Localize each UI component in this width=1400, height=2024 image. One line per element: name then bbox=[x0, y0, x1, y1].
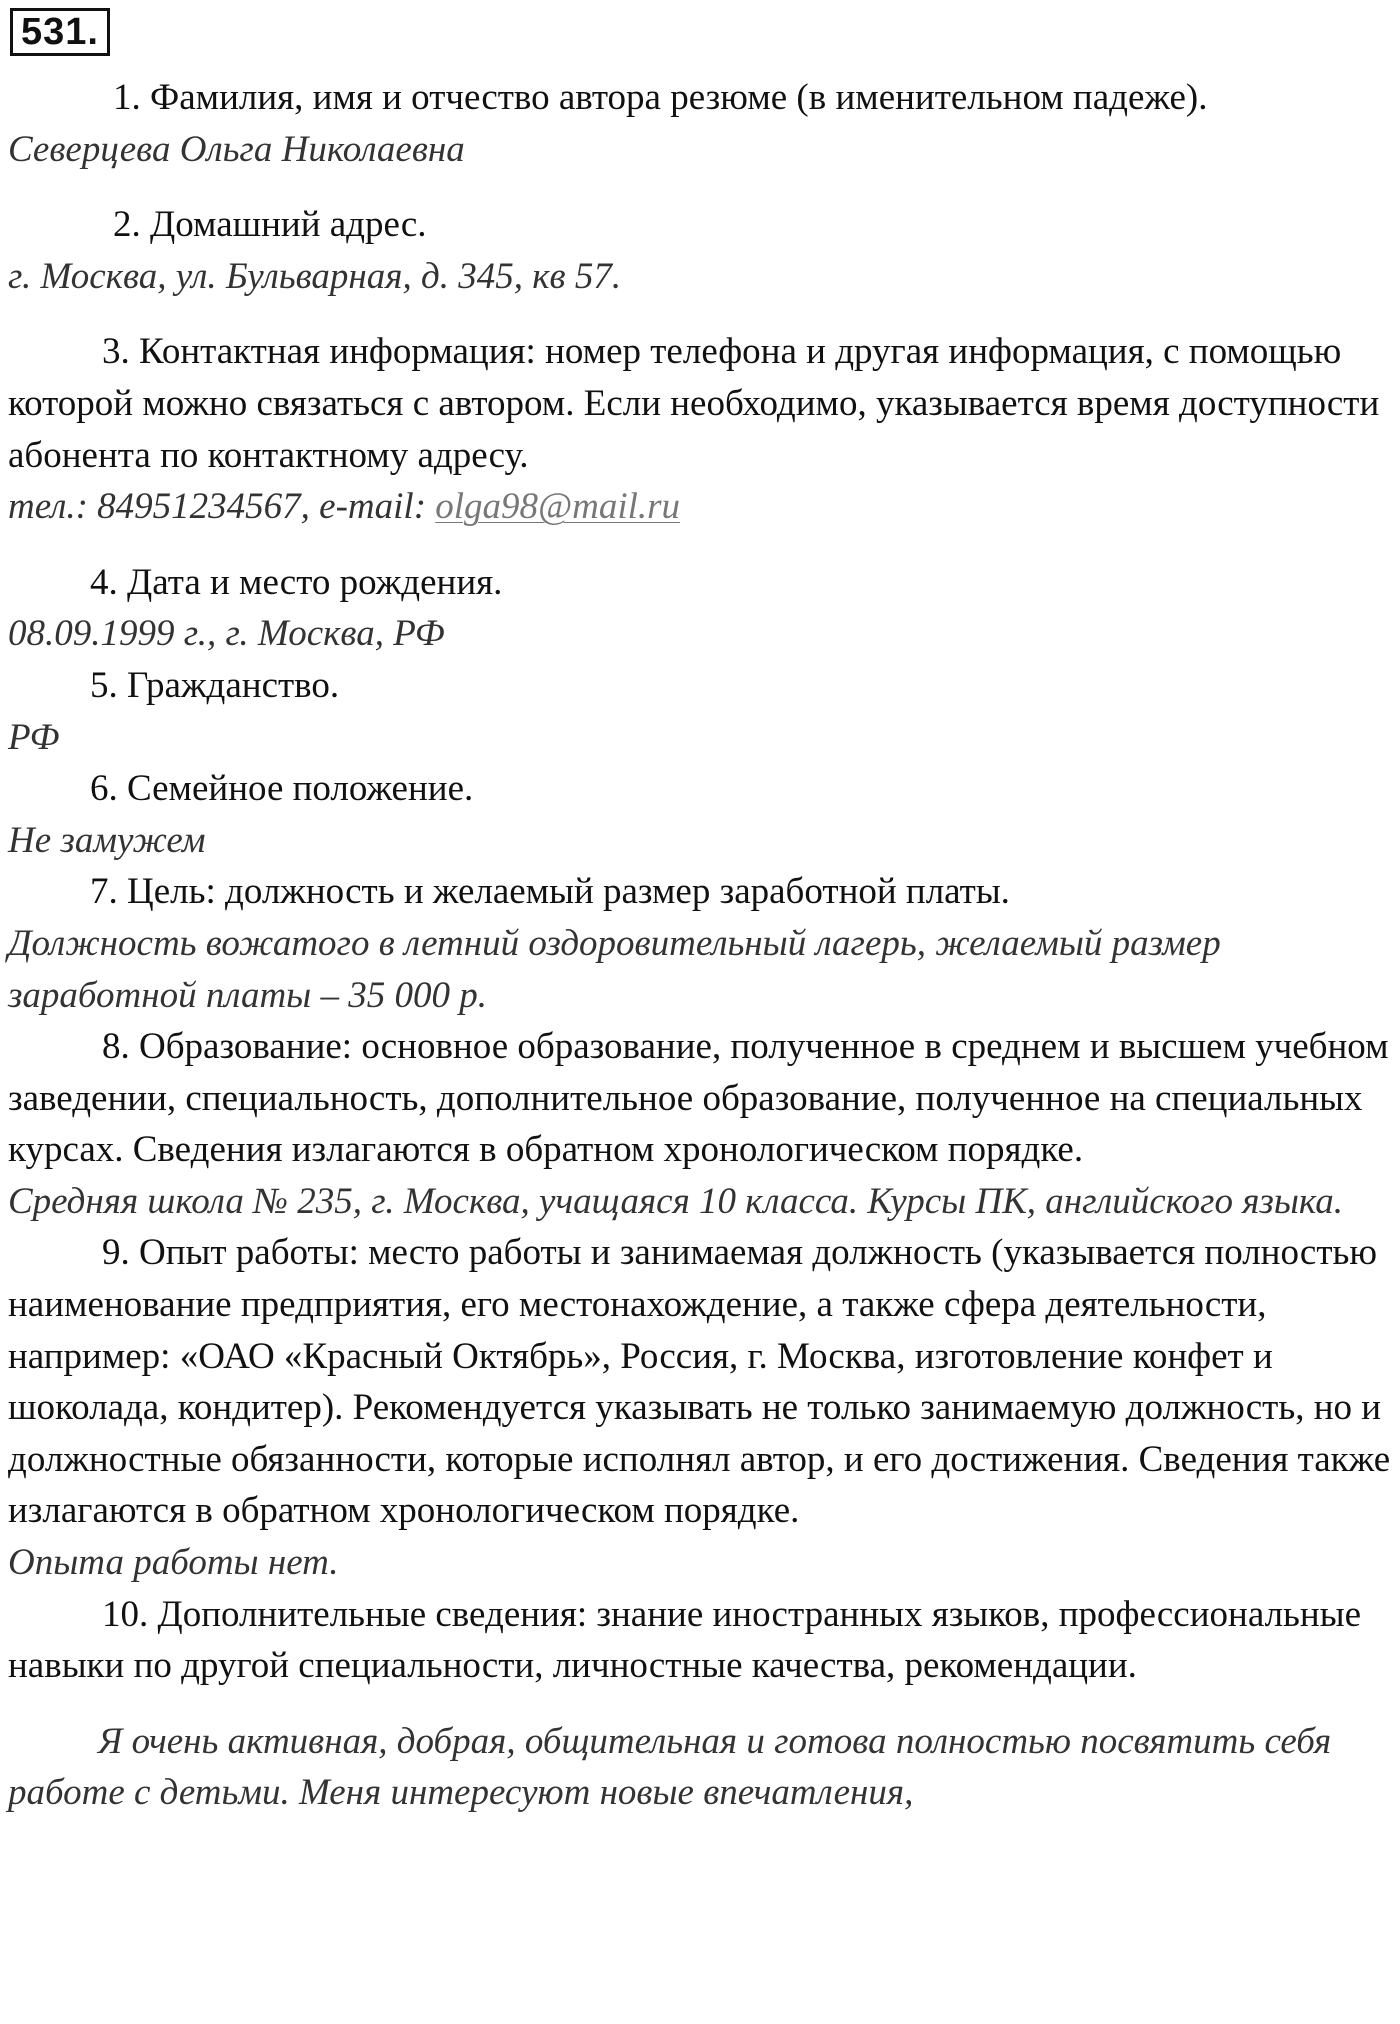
item-6-question: 6. Семейное положение. bbox=[90, 768, 474, 810]
item-10-question: 10. Дополнительные сведения: знание иностранных языков, профессиональные навыки по другой специальности, личностные качества, рекомендации. bbox=[8, 1593, 1361, 1687]
spacer bbox=[8, 1692, 1400, 1716]
item-7-answer: Должность вожатого в летний оздоровительный лагерь, желаемый размер заработной платы – 35 000 р. bbox=[8, 922, 1221, 1016]
item-1-question: 1. Фамилия, имя и отчество автора резюме (в именительном падеже). bbox=[113, 77, 1208, 118]
resume-content bbox=[8, 72, 1400, 1819]
item-9-answer: Опыта работы нет. bbox=[8, 1542, 339, 1584]
item-8-question: 8. Образование: основное образование, полученное в среднем и высшем учебном заведении, специальность, дополнительное образование, полученное на специальных курсах. Сведения излагаются в обратном хронологическом порядке. bbox=[8, 1026, 1389, 1171]
item-3-answer bbox=[8, 481, 1400, 533]
item-2-question: 2. Домашний адрес. bbox=[113, 204, 427, 246]
item-1-answer: Северцева Ольга Николаевна bbox=[8, 128, 465, 170]
item-3-answer-prefix: тел.: 84951234567, e-mail: bbox=[8, 486, 436, 528]
spacer bbox=[8, 302, 1400, 326]
email-link[interactable]: olga98@mail.ru bbox=[435, 486, 681, 528]
closing-answer: Я очень активная, добрая, общительная и готова полностью посвятить себя работе с детьми. Меня интересуют новые впечатления, bbox=[8, 1720, 1332, 1814]
item-4-question: 4. Дата и место рождения. bbox=[90, 561, 503, 603]
exercise-number: 531. bbox=[10, 8, 110, 56]
item-7-question: 7. Цель: должность и желаемый размер заработной платы. bbox=[90, 871, 1010, 913]
item-8-answer: Средняя школа № 235, г. Москва, учащаяся 10 класса. Курсы ПК, английского языка. bbox=[8, 1180, 1344, 1222]
item-4-answer: 08.09.1999 г., г. Москва, РФ bbox=[8, 613, 445, 655]
item-9-question: 9. Опыт работы: место работы и занимаемая должность (указывается полностью наименование предприятия, его местонахождение, а также сфера деятельности, например: «ОАО «Красный Октябрь», Россия, г. Москва, изготовление конфет и шоколада, кондитер). Рекомендуется указывать не только занимаемую должность, но и должностные обязанности, которые исполнял автор, и его достижения. Сведения также излагаются в обратном хронологическом порядке. bbox=[8, 1232, 1391, 1532]
spacer bbox=[8, 175, 1400, 199]
item-3-question: 3. Контактная информация: номер телефона и другая информация, с помощью которой можно связаться с автором. Если необходимо, указывается время доступности абонента по контактному адресу. bbox=[8, 331, 1380, 476]
item-2-answer: г. Москва, ул. Бульварная, д. 345, кв 57. bbox=[8, 255, 622, 297]
spacer bbox=[8, 533, 1400, 557]
item-5-answer: РФ bbox=[8, 716, 60, 758]
item-5-question: 5. Гражданство. bbox=[90, 664, 340, 706]
item-6-answer: Не замужем bbox=[8, 819, 206, 861]
